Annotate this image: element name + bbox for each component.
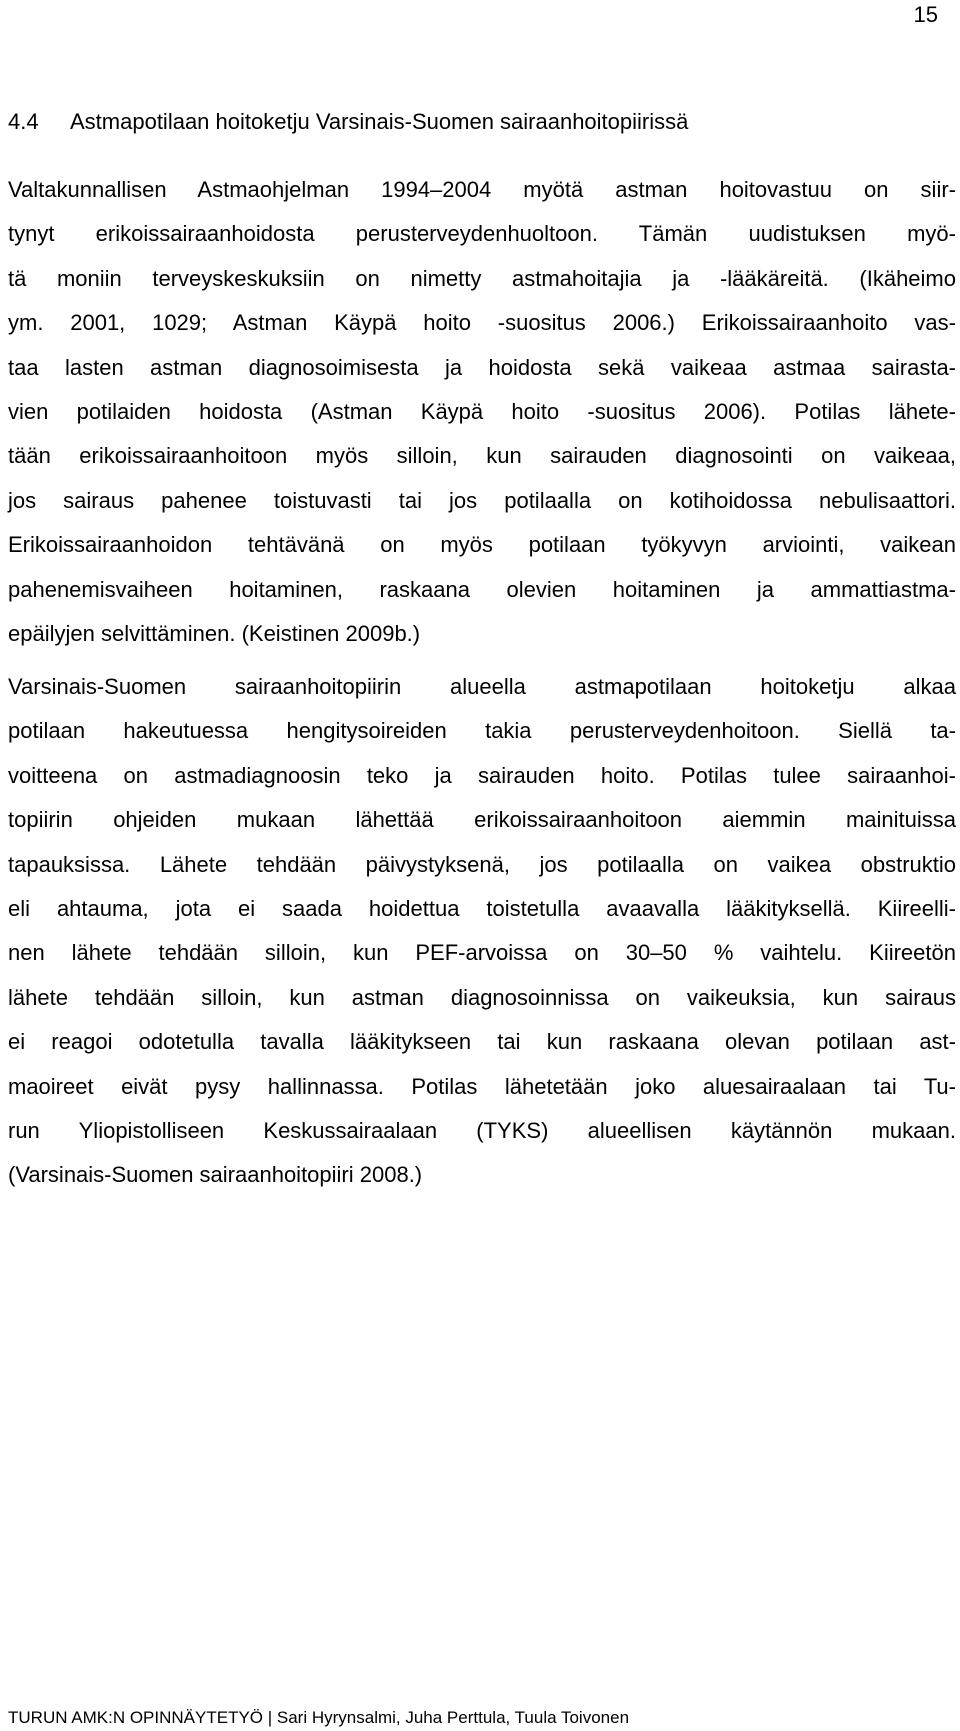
page-footer: TURUN AMK:N OPINNÄYTETYÖ | Sari Hyrynsalmi, Juha Perttula, Tuula Toivonen bbox=[8, 1708, 630, 1727]
section-number: 4.4 bbox=[8, 109, 39, 134]
paragraph-line: potilaan hakeutuessa hengitysoireiden takia perusterveydenhoitoon. Siellä ta- bbox=[8, 718, 956, 744]
paragraph-line: ym. 2001, 1029; Astman Käypä hoito -suositus 2006.) Erikoissairaanhoito vas- bbox=[8, 310, 956, 336]
paragraph-line: vien potilaiden hoidosta (Astman Käypä hoito -suositus 2006). Potilas lähete- bbox=[8, 398, 956, 424]
paragraph-line: nen lähete tehdään silloin, kun PEF-arvoissa on 30–50 % vaihtelu. Kiireetön bbox=[8, 940, 956, 966]
paragraph-line: eli ahtauma, jota ei saada hoidettua toistetulla avaavalla lääkityksellä. Kiireelli- bbox=[8, 895, 956, 921]
paragraph-line: Valtakunnallisen Astmaohjelman 1994–2004 myötä astman hoitovastuu on siir- bbox=[8, 177, 956, 202]
paragraph-line: tään erikoissairaanhoitoon myös silloin, kun sairauden diagnosointi on vaikeaa, bbox=[8, 443, 956, 469]
paragraph-line: ei reagoi odotetulla tavalla lääkitykseen tai kun raskaana olevan potilaan ast- bbox=[8, 1029, 956, 1055]
page-number: 15 bbox=[913, 2, 938, 27]
paragraph-line: tä moniin terveyskeskuksiin on nimetty astmahoitajia ja -lääkäreitä. (Ikäheimo bbox=[8, 265, 956, 291]
paragraph-line: tynyt erikoissairaanhoidosta perusterveydenhuoltoon. Tämän uudistuksen myö- bbox=[8, 221, 956, 247]
paragraph-line: lähete tehdään silloin, kun astman diagnosoinnissa on vaikeuksia, kun sairaus bbox=[8, 984, 956, 1010]
paragraph-2 bbox=[8, 665, 956, 1198]
paragraph-line: Erikoissairaanhoidon tehtävänä on myös potilaan työkyvyn arviointi, vaikean bbox=[8, 532, 956, 558]
section-title: Astmapotilaan hoitoketju Varsinais-Suomen sairaanhoitopiirissä bbox=[70, 109, 689, 134]
paragraph-line: epäilyjen selvittäminen. (Keistinen 2009b.) bbox=[8, 620, 421, 646]
paragraph-line: (Varsinais-Suomen sairaanhoitopiiri 2008.) bbox=[8, 1162, 423, 1188]
paragraph-line: taa lasten astman diagnosoimisesta ja hoidosta sekä vaikeaa astmaa sairasta- bbox=[8, 354, 956, 380]
paragraph-line: run Yliopistolliseen Keskussairaalaan (TYKS) alueellisen käytännön mukaan. bbox=[8, 1117, 956, 1143]
paragraph-line: topiirin ohjeiden mukaan lähettää erikoissairaanhoitoon aiemmin mainituissa bbox=[8, 807, 956, 833]
paragraph-line: pahenemisvaiheen hoitaminen, raskaana olevien hoitaminen ja ammattiastma- bbox=[8, 576, 956, 602]
paragraph-1 bbox=[8, 168, 956, 656]
paragraph-line: maoireet eivät pysy hallinnassa. Potilas lähetetään joko aluesairaalaan tai Tu- bbox=[8, 1073, 956, 1099]
paragraph-line: voitteena on astmadiagnoosin teko ja sairauden hoito. Potilas tulee sairaanhoi- bbox=[8, 762, 956, 788]
section-heading bbox=[8, 109, 688, 135]
paragraph-line: Varsinais-Suomen sairaanhoitopiirin alueella astmapotilaan hoitoketju alkaa bbox=[8, 674, 956, 699]
paragraph-line: jos sairaus pahenee toistuvasti tai jos potilaalla on kotihoidossa nebulisaattori. bbox=[8, 487, 956, 513]
paragraph-line: tapauksissa. Lähete tehdään päivystyksenä, jos potilaalla on vaikea obstruktio bbox=[8, 851, 956, 877]
